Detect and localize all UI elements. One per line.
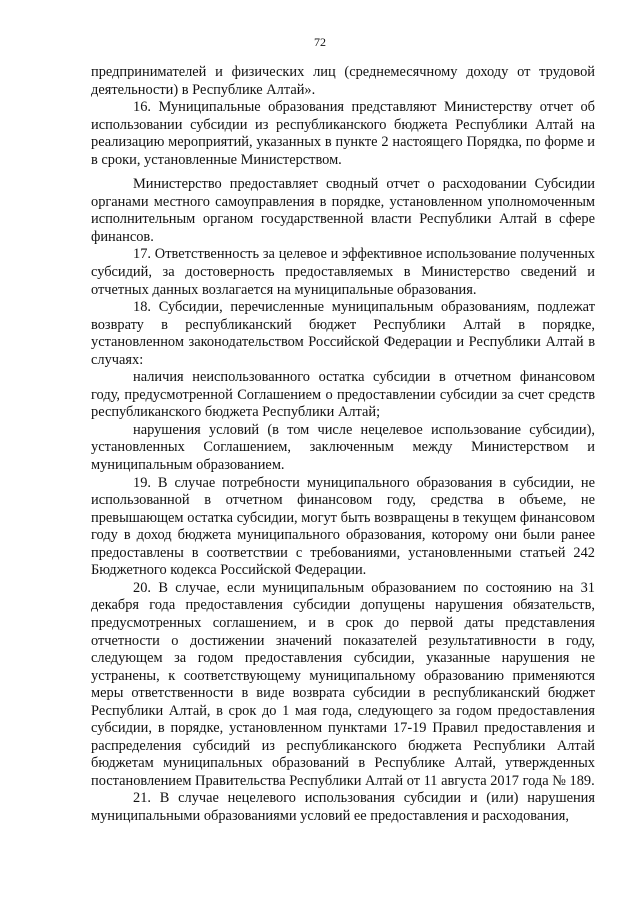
- paragraph-19: 19. В случае потребности муниципального образования в субсидии, не использованной в отчетном финансовом году, средства в объеме, не превышающем остатка субсидии, могут быть возвращены в текущем финансовом году в доход бюджета муниципального образования, которому они были ранее предоставлены в соответствии с требованиями, установленными статьей 242 Бюджетного кодекса Российской Федерации.: [91, 474, 595, 579]
- paragraph-21: 21. В случае нецелевого использования субсидии и (или) нарушения муниципальными образованиями условий ее предоставления и расходования,: [91, 790, 595, 824]
- paragraph-continuation: предпринимателей и физических лиц (среднемесячному доходу от трудовой деятельности) в Республике Алтай».: [91, 64, 595, 98]
- document-body: [91, 64, 595, 826]
- paragraph-18: 18. Субсидии, перечисленные муниципальным образованиям, подлежат возврату в республиканский бюджет Республики Алтай в порядке, установленном законодательством Российской Федерации и Республики Алтай в случаях:: [91, 299, 595, 368]
- paragraph-16: 16. Муниципальные образования представляют Министерству отчет об использовании субсидии из республиканского бюджета Республики Алтай на реализацию мероприятий, указанных в пункте 2 настоящего Порядка, по форме и в сроки, установленные Министерством.: [91, 99, 595, 168]
- paragraph-18-case-2: нарушения условий (в том числе нецелевое использование субсидии), установленных Соглашением, заключенным между Министерством и муниципальным образованием.: [91, 421, 595, 474]
- page-number: 72: [314, 35, 326, 49]
- paragraph-17: 17. Ответственность за целевое и эффективное использование полученных субсидий, за достоверность предоставляемых в Министерство сведений и отчетных данных возлагается на муниципальные образования.: [91, 246, 595, 298]
- paragraph-ministry-report: Министерство предоставляет сводный отчет о расходовании Субсидии органами местного самоуправления в порядке, установленном уполномоченным исполнительным органом государственной власти Республики Алтай в сфере финансов.: [91, 176, 595, 245]
- paragraph-18-case-1: наличия неиспользованного остатка субсидии в отчетном финансовом году, предусмотренной Соглашением о предоставлении субсидии за счет средств республиканского бюджета Республики Алтай;: [91, 369, 595, 421]
- paragraph-20: 20. В случае, если муниципальным образованием по состоянию на 31 декабря года предоставления субсидии допущены нарушения обязательств, предусмотренных соглашением, и в срок до первой даты представления отчетности о достижении значений показателей результативности в году, следующем за годом предоставления субсидии, указанные нарушения не устранены, к соответствующему муниципальному образованию применяются меры ответственности в виде возврата субсидии в республиканский бюджет Республики Алтай, в срок до 1 мая года, следующего за годом предоставления субсидии, в порядке, установленном пунктами 17-19 Правил предоставления и распределения субсидий из республиканского бюджета Республики Алтай бюджетам муниципальных образований в Республике Алтай, утвержденных постановлением Правительства Республики Алтай от 11 августа 2017 года № 189.: [91, 579, 595, 789]
